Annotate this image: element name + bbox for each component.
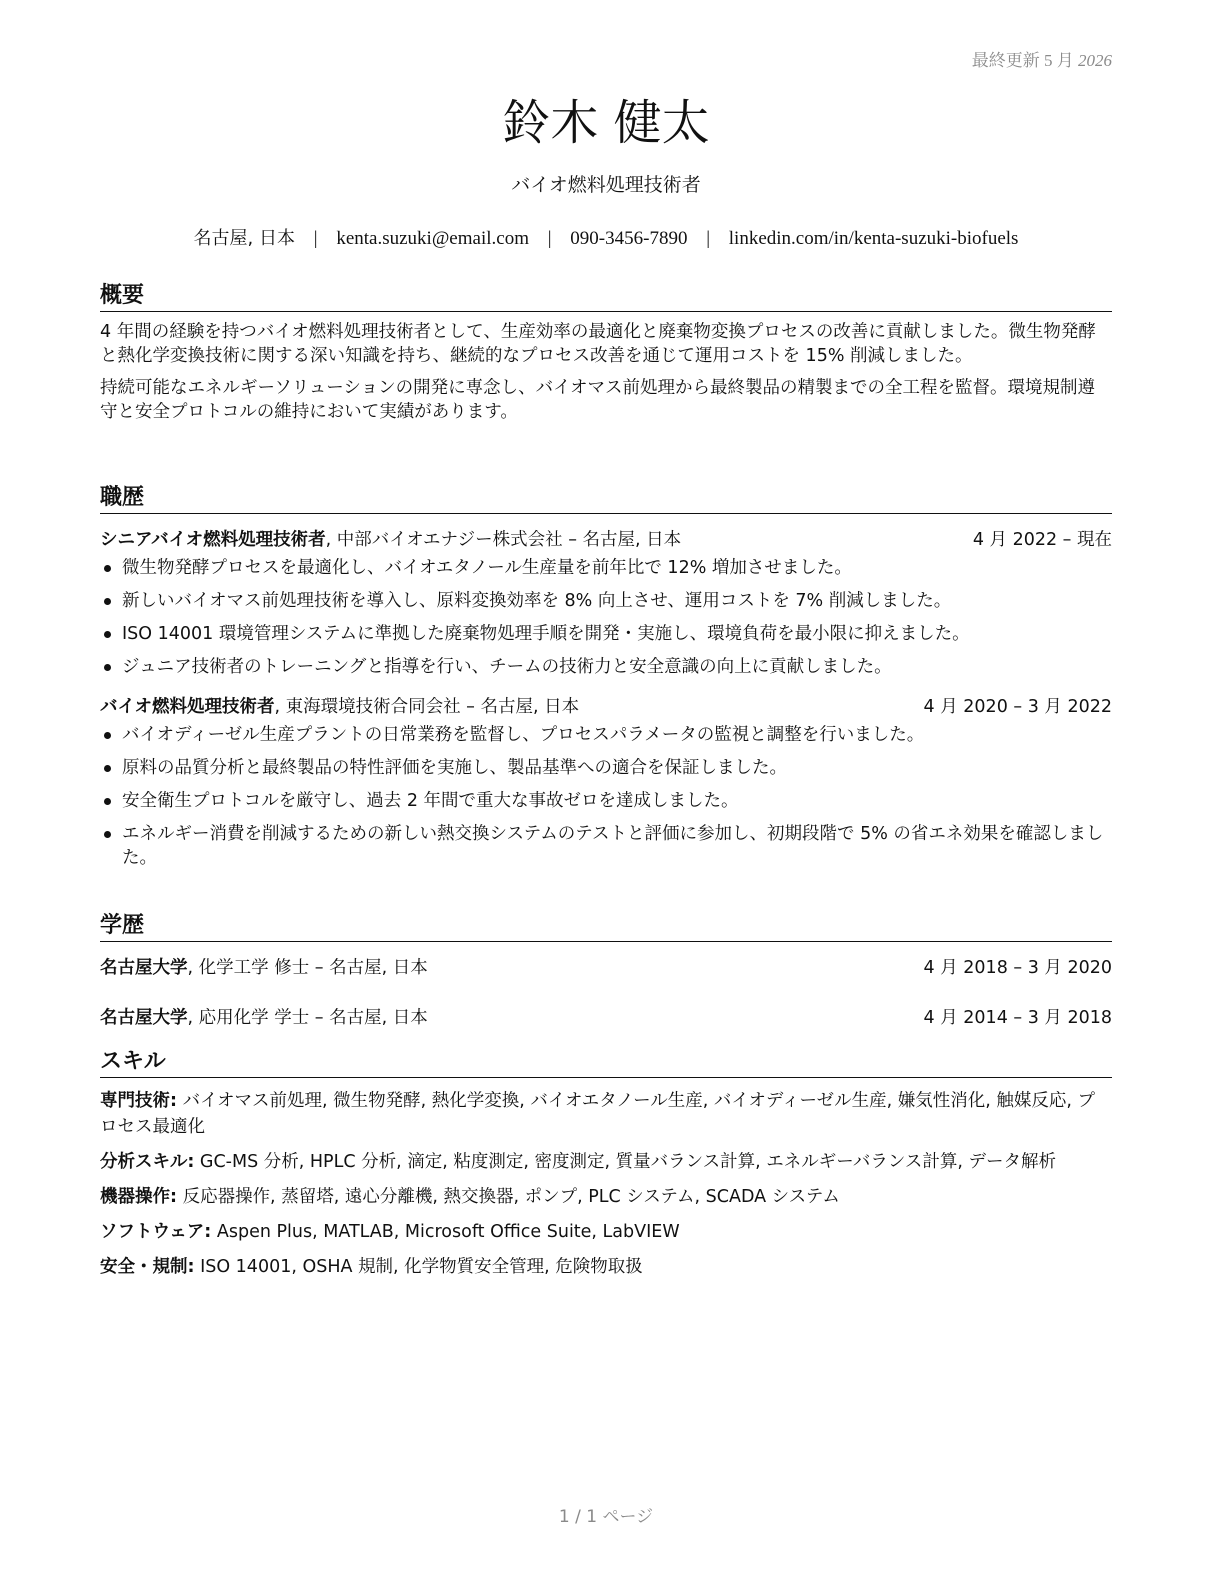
degree-detail: , 化学工学 修士 – 名古屋, 日本 [187,958,428,978]
school-name: 名古屋大学 [100,958,188,978]
skill-value: Aspen Plus, MATLAB, Microsoft Office Suite, LabVIEW [211,1222,680,1242]
section-heading: スキル [100,1044,1112,1078]
skill-row [100,1254,1112,1280]
job-dates: 4 月 2020 – 3 月 2022 [923,697,1112,717]
job-bullets [100,556,1112,679]
job-entry [100,695,1112,870]
candidate-title: バイオ燃料処理技術者 [511,174,701,196]
education-dates: 4 月 2018 – 3 月 2020 [923,958,1112,978]
job-entry [100,528,1112,679]
skill-label: 機器操作: [100,1187,177,1207]
updated-label: 最終更新 [971,51,1040,70]
contact-linkedin[interactable]: linkedin.com/in/kenta-suzuki-biofuels [728,228,1019,249]
job-title: シニアバイオ燃料処理技術者 [100,530,326,550]
skill-value: ISO 14001, OSHA 規制, 化学物質安全管理, 危険物取扱 [194,1257,643,1277]
skill-row [100,1149,1112,1175]
skill-value: 反応器操作, 蒸留塔, 遠心分離機, 熱交換器, ポンプ, PLC システム, SCADA システム [177,1187,840,1207]
education-entry [100,1006,1112,1030]
school-name: 名古屋大学 [100,1008,188,1028]
contact-separator: | [706,228,711,249]
skill-value: GC-MS 分析, HPLC 分析, 滴定, 粘度測定, 密度測定, 質量バランス計算, エネルギーバランス計算, データ解析 [194,1152,1056,1172]
list-item: エネルギー消費を削減するための新しい熱交換システムのテストと評価に参加し、初期段階で 5% の省エネ効果を確認しました。 [100,822,1112,870]
contact-line [100,224,1112,250]
skills-section [100,1044,1112,1289]
skill-row [100,1088,1112,1140]
education-section [100,908,1112,1030]
list-item: 微生物発酵プロセスを最適化し、バイオエタノール生産量を前年比で 12% 増加させました。 [100,556,1112,580]
last-updated [972,46,1112,71]
contact-phone[interactable]: 090-3456-7890 [570,228,688,249]
job-title: バイオ燃料処理技術者 [100,697,275,717]
experience-section [100,480,1112,879]
list-item: 原料の品質分析と最終製品の特性評価を実施し、製品基準への適合を保証しました。 [100,756,1112,780]
updated-year: 2026 [1078,51,1112,70]
job-dates: 4 月 2022 – 現在 [972,530,1112,550]
summary-section [100,278,1112,432]
list-item: ジュニア技術者のトレーニングと指導を行い、チームの技術力と安全意識の向上に貢献しました。 [100,655,1112,679]
job-header [100,528,1112,552]
education-entry [100,956,1112,980]
section-heading: 概要 [100,278,1112,312]
skill-row [100,1219,1112,1245]
list-item: 新しいバイオマス前処理技術を導入し、原料変換効率を 8% 向上させ、運用コストを 7% 削減しました。 [100,589,1112,613]
candidate-name: 鈴木 健太 [502,95,710,151]
updated-month: 5 月 [1044,51,1074,70]
list-item: バイオディーゼル生産プラントの日常業務を監督し、プロセスパラメータの監視と調整を行いました。 [100,723,1112,747]
section-heading: 学歴 [100,908,1112,942]
job-bullets [100,723,1112,870]
skill-value: バイオマス前処理, 微生物発酵, 熱化学変換, バイオエタノール生産, バイオディーゼル生産, 嫌気性消化, 触媒反応, プロセス最適化 [100,1091,1096,1137]
contact-location: 名古屋, 日本 [193,228,295,249]
contact-separator: | [547,228,552,249]
contact-email[interactable]: kenta.suzuki@email.com [336,228,529,249]
list-item: ISO 14001 環境管理システムに準拠した廃棄物処理手順を開発・実施し、環境負荷を最小限に抑えました。 [100,622,1112,646]
degree-detail: , 応用化学 学士 – 名古屋, 日本 [187,1008,428,1028]
skill-label: 分析スキル: [100,1152,195,1172]
summary-paragraph: 4 年間の経験を持つバイオ燃料処理技術者として、生産効率の最適化と廃棄物変換プロセスの改善に貢献しました。微生物発酵と熱化学変換技術に関する深い知識を持ち、継続的なプロセス改善を通じて運用コストを 15% 削減しました。 [100,322,1096,366]
skill-row [100,1184,1112,1210]
skill-label: ソフトウェア: [100,1222,212,1242]
job-company: , 東海環境技術合同会社 – 名古屋, 日本 [274,697,580,717]
summary-paragraph: 持続可能なエネルギーソリューションの開発に専念し、バイオマス前処理から最終製品の精製までの全工程を監督。環境規制遵守と安全プロトコルの維持において実績があります。 [100,378,1096,422]
list-item: 安全衛生プロトコルを厳守し、過去 2 年間で重大な事故ゼロを達成しました。 [100,789,1112,813]
section-heading: 職歴 [100,480,1112,514]
job-header [100,695,1112,719]
education-dates: 4 月 2014 – 3 月 2018 [923,1008,1112,1028]
skill-label: 安全・規制: [100,1257,195,1277]
job-company: , 中部バイオエナジー株式会社 – 名古屋, 日本 [325,530,682,550]
page-indicator: 1 / 1 ページ [558,1507,654,1527]
skill-label: 専門技術: [100,1091,177,1111]
contact-separator: | [313,228,318,249]
